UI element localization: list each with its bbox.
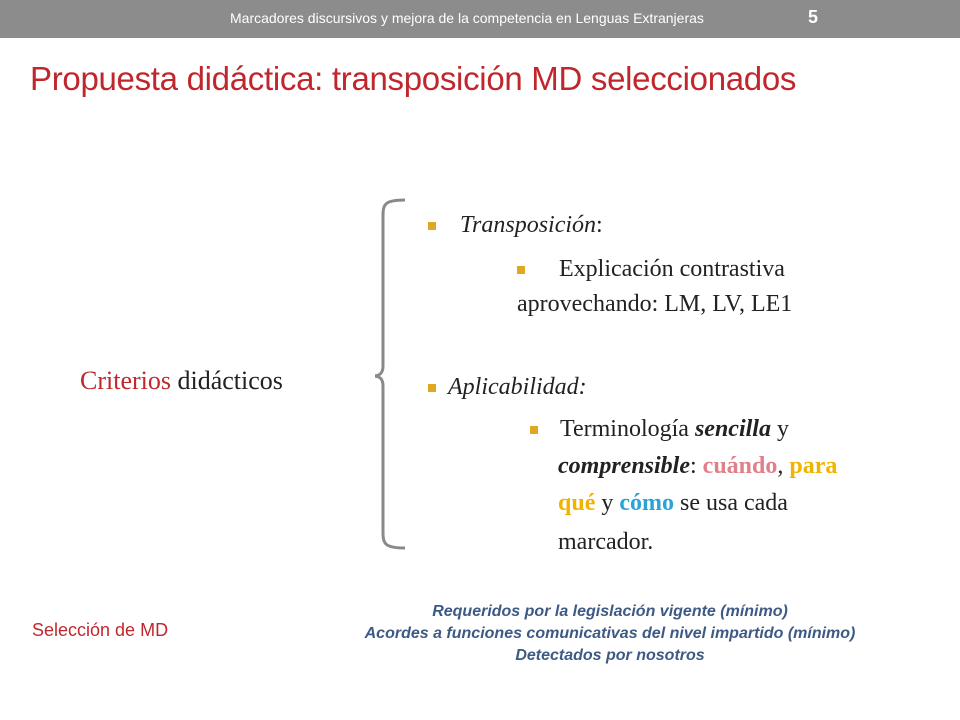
- page-number: 5: [808, 7, 819, 27]
- bullet-icon: [428, 222, 436, 230]
- list-item-transposicion: Transposición:: [428, 212, 603, 239]
- note-line: Requeridos por la legislación vigente (mínimo): [432, 603, 788, 620]
- criteria-word: Criterios: [80, 366, 171, 395]
- note-line: Acordes a funciones comunicativas del nivel impartido (mínimo): [364, 625, 856, 642]
- list-item-terminologia-cont2: qué y cómo se usa cada: [558, 490, 788, 516]
- notes-block: [250, 601, 960, 667]
- list-item-terminologia-cont1: comprensible: cuándo, para: [558, 453, 838, 479]
- seleccion-label: Selección de MD: [32, 620, 169, 640]
- list-item-terminologia: Terminología sencilla y: [530, 416, 789, 443]
- bullet-icon: [530, 426, 538, 434]
- brace-path: [375, 200, 405, 548]
- list-item-explicacion: Explicación contrastiva: [517, 256, 785, 283]
- header-text: Marcadores discursivos y mejora de la competencia en Lenguas Extranjeras: [230, 10, 704, 26]
- criteria-label: [80, 366, 283, 396]
- note-line: Detectados por nosotros: [515, 647, 705, 664]
- criteria-rest: didácticos: [171, 366, 283, 395]
- slide-title: Propuesta didáctica: transposición MD seleccionados: [30, 60, 797, 97]
- bullet-icon: [428, 384, 436, 392]
- header-bar: [0, 0, 960, 38]
- list-item-explicacion-cont: aprovechando: LM, LV, LE1: [517, 291, 793, 317]
- curly-brace: [375, 196, 415, 552]
- bullet-icon: [517, 266, 525, 274]
- list-item-aplicabilidad: Aplicabilidad:: [428, 374, 587, 401]
- list-item-terminologia-cont3: marcador.: [558, 529, 654, 555]
